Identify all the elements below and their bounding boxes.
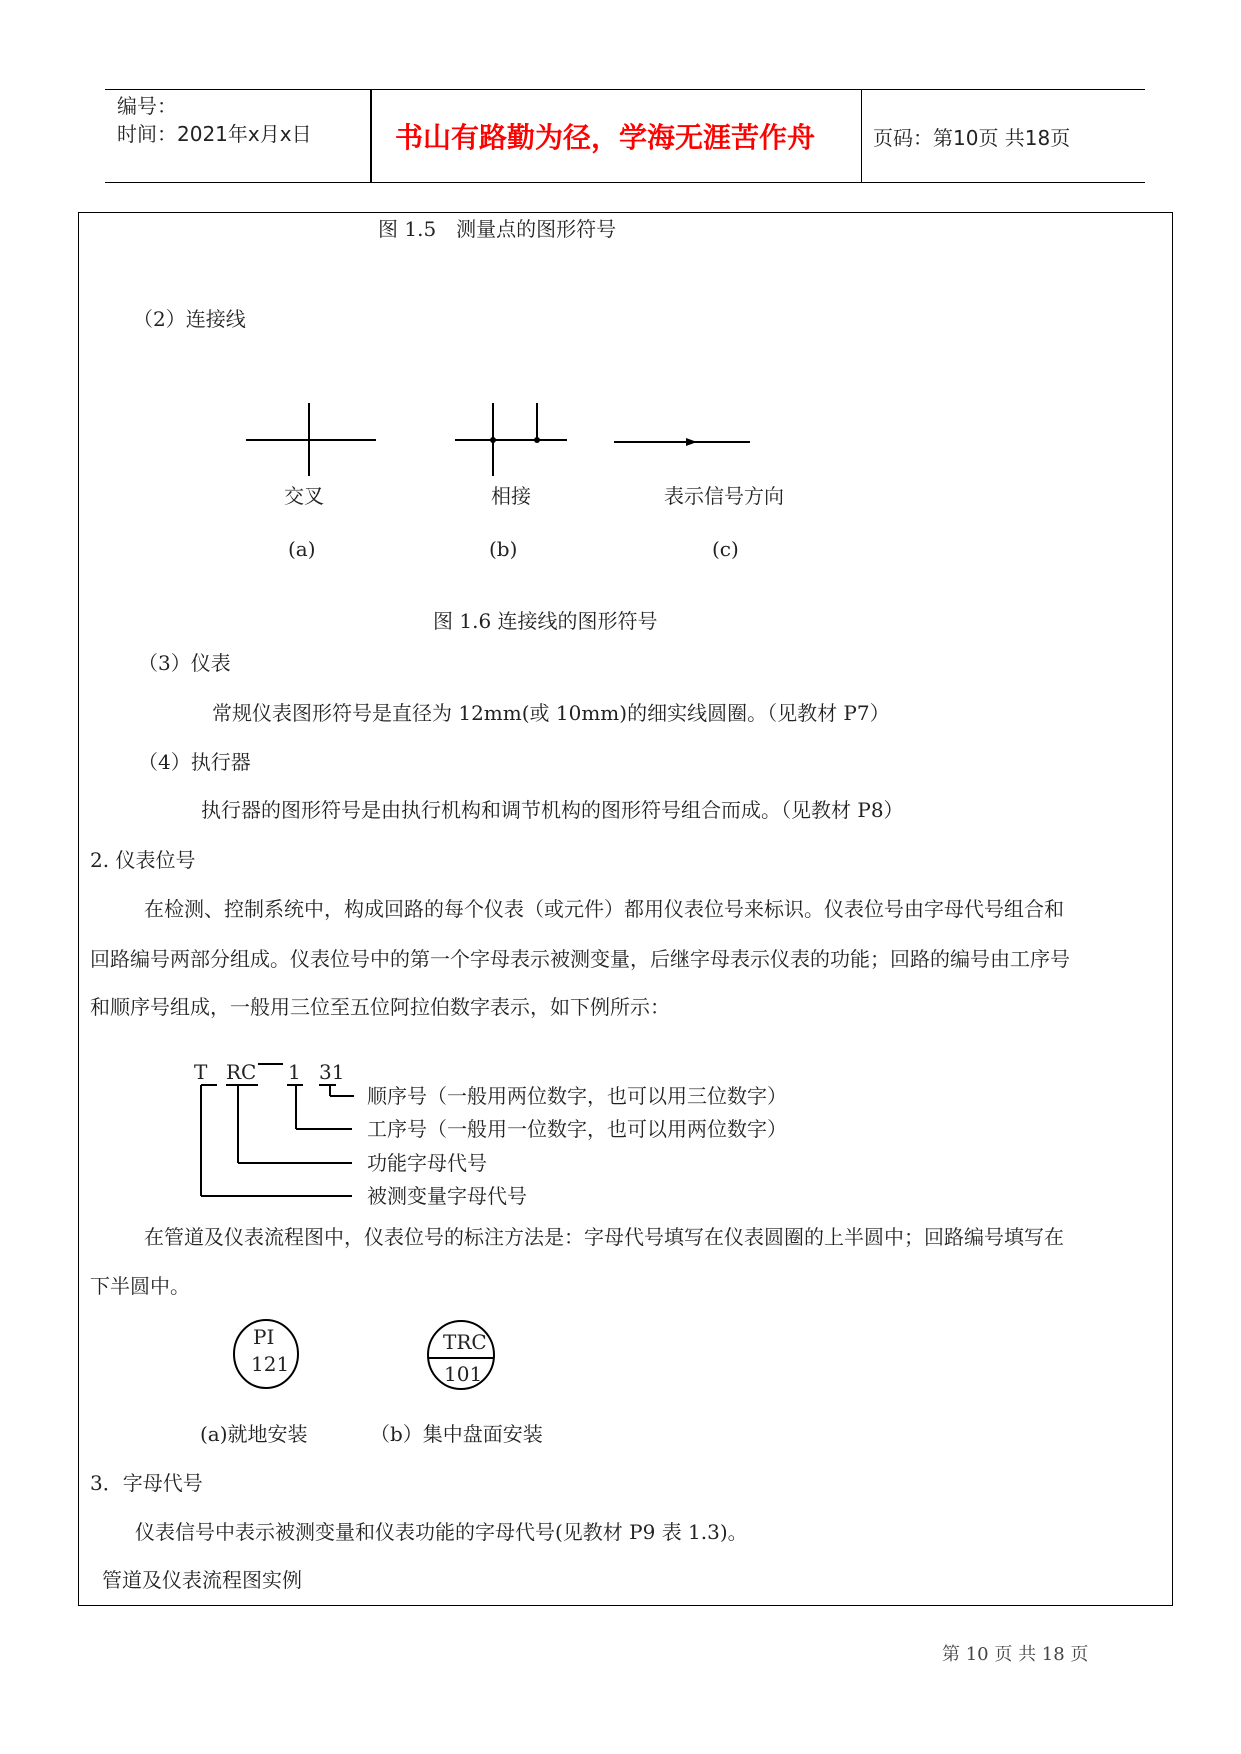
motto: 书山有路勤为径，学海无涯苦作舟 (395, 121, 816, 154)
footer-page-info: 第 10 页 共 18 页 (942, 1644, 1089, 1665)
part-heading: 2. 仪表位号 (90, 848, 196, 872)
page-info: 页码：第10页 共18页 (873, 126, 1071, 150)
circle-caption: (a)就地安装 (200, 1422, 308, 1446)
tag-label: 被测变量字母代号 (367, 1184, 527, 1208)
sub-label-a: (a) (288, 537, 316, 561)
paragraph: 仪表信号中表示被测变量和仪表功能的字母代号(见教材 P9 表 1.3)。 (135, 1520, 748, 1544)
paragraph-line: 在检测、控制系统中，构成回路的每个仪表（或元件）都用仪表位号来标识。仪表位号由字母代号组合和 (144, 897, 1064, 921)
circle-bottom-text: 101 (444, 1362, 483, 1386)
part-heading: 3．字母代号 (90, 1471, 203, 1495)
fig16-caption: 图 1.6 连接线的图形符号 (433, 609, 658, 633)
tag-label: 功能字母代号 (367, 1151, 487, 1175)
junction-dot (534, 437, 540, 443)
tag-rc: RC (226, 1060, 257, 1084)
junction-label: 相接 (491, 484, 531, 508)
sub-label-c: (c) (712, 537, 739, 561)
section-heading: （4）执行器 (138, 750, 251, 774)
circle-bottom-text: 121 (251, 1352, 290, 1376)
paragraph-line: 在管道及仪表流程图中，仪表位号的标注方法是：字母代号填写在仪表圆圈的上半圆中；回路编号填写在 (144, 1225, 1064, 1249)
tag-label: 工序号（一般用一位数字，也可以用两位数字） (367, 1117, 787, 1141)
tag-t: T (194, 1060, 208, 1084)
paragraph: 常规仪表图形符号是直径为 12mm(或 10mm)的细实线圆圈。（见教材 P7） (212, 701, 890, 725)
tag-31: 31 (319, 1060, 345, 1084)
paragraph-line: 回路编号两部分组成。仪表位号中的第一个字母表示被测变量，后继字母表示仪表的功能；回路的编号由工序号 (90, 947, 1070, 971)
cross-label: 交叉 (284, 484, 324, 508)
circle-top-text: PI (253, 1325, 275, 1349)
paragraph-line: 和顺序号组成，一般用三位至五位阿拉伯数字表示，如下例所示： (90, 995, 670, 1019)
signal-label: 表示信号方向 (664, 484, 784, 508)
arrow-icon (686, 438, 697, 446)
junction-dot (490, 437, 496, 443)
date-label: 时间：2021年x月x日 (117, 122, 312, 146)
section-heading: （2）连接线 (133, 307, 246, 331)
circle-top-text: TRC (443, 1330, 487, 1354)
tag-1: 1 (288, 1060, 301, 1084)
paragraph: 执行器的图形符号是由执行机构和调节机构的图形符号组合而成。（见教材 P8） (201, 798, 904, 822)
section-heading: （3）仪表 (138, 651, 231, 675)
number-label: 编号： (117, 94, 177, 118)
sub-label-b: (b) (489, 537, 518, 561)
tag-label: 顺序号（一般用两位数字，也可以用三位数字） (367, 1084, 787, 1108)
circle-caption: （b）集中盘面安装 (370, 1422, 543, 1446)
paragraph: 管道及仪表流程图实例 (102, 1568, 302, 1592)
paragraph-line: 下半圆中。 (90, 1274, 190, 1298)
fig15-caption: 图 1.5 测量点的图形符号 (378, 217, 617, 241)
